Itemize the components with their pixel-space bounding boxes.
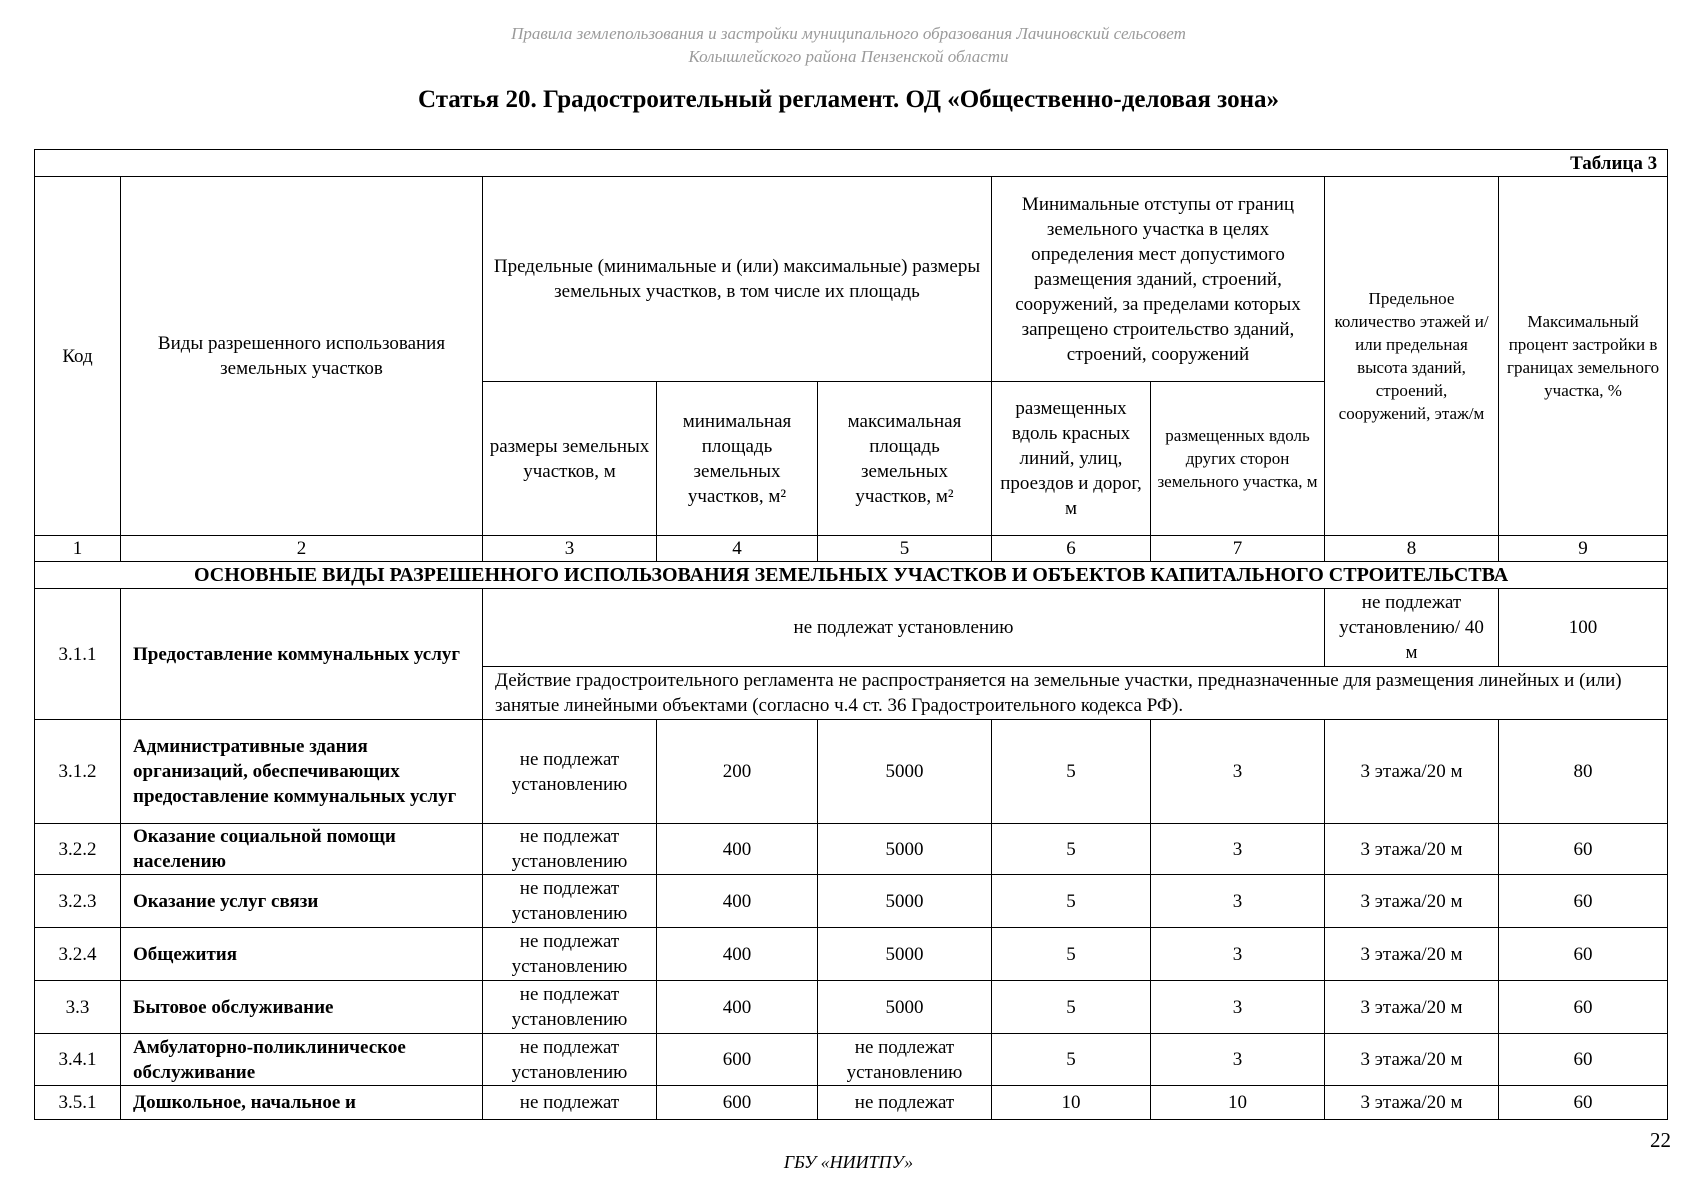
column-number: 1 <box>35 536 121 562</box>
row-min-area: 200 <box>657 720 818 824</box>
row-percent: 60 <box>1499 1034 1668 1086</box>
table-row <box>35 928 1668 981</box>
row-note: Действие градостроительного регламента не распространяется на земельные участки, предназначенные для размещения линейных и (или) занятые линейными объектами (согласно ч.4 ст. 36 Градостроительного кодекса РФ). <box>483 667 1668 720</box>
row-plot-dims: не подлежат установлению <box>483 720 657 824</box>
row-code: 3.3 <box>35 981 121 1034</box>
row-max-area: 5000 <box>818 720 992 824</box>
row-floors: 3 этажа/20 м <box>1325 824 1499 875</box>
row-percent: 60 <box>1499 824 1668 875</box>
row-max-area: 5000 <box>818 981 992 1034</box>
row-min-area: 600 <box>657 1034 818 1086</box>
row-max-area: 5000 <box>818 928 992 981</box>
row-floors: не подлежат установлению/ 40 м <box>1325 589 1499 667</box>
header-max-area: максимальная площадь земельных участков, м² <box>818 382 992 536</box>
row-plot-dims: не подлежат установлению <box>483 875 657 928</box>
column-number: 5 <box>818 536 992 562</box>
row-setback-other: 3 <box>1151 1034 1325 1086</box>
row-min-area: 600 <box>657 1086 818 1120</box>
table-row <box>35 981 1668 1034</box>
row-setback-other: 3 <box>1151 928 1325 981</box>
row-min-area: 400 <box>657 824 818 875</box>
row-code: 3.2.3 <box>35 875 121 928</box>
row-setback-red: 5 <box>992 981 1151 1034</box>
row-floors: 3 этажа/20 м <box>1325 875 1499 928</box>
table-label: Таблица 3 <box>35 150 1668 177</box>
section-heading: ОСНОВНЫЕ ВИДЫ РАЗРЕШЕННОГО ИСПОЛЬЗОВАНИЯ ЗЕМЕЛЬНЫХ УЧАСТКОВ И ОБЪЕКТОВ КАПИТАЛЬНОГО СТРОИТЕЛЬСТВА <box>35 562 1668 589</box>
row-code: 3.4.1 <box>35 1034 121 1086</box>
row-code: 3.1.1 <box>35 589 121 720</box>
row-use-name: Административные здания организаций, обеспечивающих предоставление коммунальных услуг <box>121 720 483 824</box>
running-header-line2: Колышлейского района Пензенской области <box>688 47 1009 66</box>
row-plot-dims: не подлежат <box>483 1086 657 1120</box>
row-floors: 3 этажа/20 м <box>1325 720 1499 824</box>
row-use-name: Бытовое обслуживание <box>121 981 483 1034</box>
row-max-area: не подлежат установлению <box>818 1034 992 1086</box>
column-number-row <box>35 536 1668 562</box>
page-number: 22 <box>1650 1128 1671 1152</box>
row-percent: 80 <box>1499 720 1668 824</box>
table-row <box>35 824 1668 875</box>
row-setback-other: 10 <box>1151 1086 1325 1120</box>
header-floors: Предельное количество этажей и/или предельная высота зданий, строений, сооружений, этаж/м <box>1325 177 1499 536</box>
row-percent: 60 <box>1499 928 1668 981</box>
row-setback-other: 3 <box>1151 824 1325 875</box>
row-code: 3.2.4 <box>35 928 121 981</box>
column-number: 8 <box>1325 536 1499 562</box>
header-use-types: Виды разрешенного использования земельных участков <box>121 177 483 536</box>
row-floors: 3 этажа/20 м <box>1325 981 1499 1034</box>
column-number: 9 <box>1499 536 1668 562</box>
column-number: 7 <box>1151 536 1325 562</box>
row-setback-other: 3 <box>1151 875 1325 928</box>
row-use-name: Дошкольное, начальное и <box>121 1086 483 1120</box>
row-max-area: 5000 <box>818 824 992 875</box>
row-use-name: Оказание услуг связи <box>121 875 483 928</box>
header-setback-other: размещенных вдоль других сторон земельного участка, м <box>1151 382 1325 536</box>
column-number: 6 <box>992 536 1151 562</box>
row-code: 3.1.2 <box>35 720 121 824</box>
header-plot-sizes: Предельные (минимальные и (или) максимальные) размеры земельных участков, в том числе их площадь <box>483 177 992 382</box>
row-percent: 60 <box>1499 981 1668 1034</box>
row-percent: 60 <box>1499 1086 1668 1120</box>
row-plot-dims: не подлежат установлению <box>483 824 657 875</box>
row-max-area: 5000 <box>818 875 992 928</box>
row-floors: 3 этажа/20 м <box>1325 928 1499 981</box>
row-max-area: не подлежат <box>818 1086 992 1120</box>
column-number: 3 <box>483 536 657 562</box>
row-floors: 3 этажа/20 м <box>1325 1086 1499 1120</box>
row-merged-value: не подлежат установлению <box>483 589 1325 667</box>
table-row <box>35 1034 1668 1086</box>
row-setback-other: 3 <box>1151 981 1325 1034</box>
row-min-area: 400 <box>657 981 818 1034</box>
table-row <box>35 589 1668 667</box>
row-min-area: 400 <box>657 875 818 928</box>
row-setback-red: 5 <box>992 928 1151 981</box>
header-setback-red: размещенных вдоль красных линий, улиц, проездов и дорог, м <box>992 382 1151 536</box>
row-plot-dims: не подлежат установлению <box>483 1034 657 1086</box>
row-code: 3.2.2 <box>35 824 121 875</box>
table-row <box>35 720 1668 824</box>
row-plot-dims: не подлежат установлению <box>483 981 657 1034</box>
header-setbacks: Минимальные отступы от границ земельного участка в целях определения мест допустимого размещения зданий, строений, сооружений, за пределами которых запрещено строительство зданий, строений, сооружений <box>992 177 1325 382</box>
header-code: Код <box>35 177 121 536</box>
regulation-table <box>34 149 1668 1120</box>
row-min-area: 400 <box>657 928 818 981</box>
footer-organization: ГБУ «НИИТПУ» <box>783 1152 914 1172</box>
header-min-area: минимальная площадь земельных участков, м² <box>657 382 818 536</box>
row-setback-other: 3 <box>1151 720 1325 824</box>
row-setback-red: 5 <box>992 875 1151 928</box>
column-number: 4 <box>657 536 818 562</box>
row-use-name: Оказание социальной помощи населению <box>121 824 483 875</box>
running-header-line1: Правила землепользования и застройки муниципального образования Лачиновский сельсовет <box>511 24 1186 43</box>
row-setback-red: 5 <box>992 1034 1151 1086</box>
table-row <box>35 1086 1668 1120</box>
row-use-name: Общежития <box>121 928 483 981</box>
table-row <box>35 875 1668 928</box>
column-number: 2 <box>121 536 483 562</box>
row-use-name: Предоставление коммунальных услуг <box>121 589 483 720</box>
row-plot-dims: не подлежат установлению <box>483 928 657 981</box>
row-percent: 100 <box>1499 589 1668 667</box>
row-setback-red: 10 <box>992 1086 1151 1120</box>
row-code: 3.5.1 <box>35 1086 121 1120</box>
article-title: Статья 20. Градостроительный регламент. ОД «Общественно-деловая зона» <box>418 86 1279 113</box>
row-floors: 3 этажа/20 м <box>1325 1034 1499 1086</box>
row-setback-red: 5 <box>992 824 1151 875</box>
header-plot-dims: размеры земельных участков, м <box>483 382 657 536</box>
header-max-percent: Максимальный процент застройки в границах земельного участка, % <box>1499 177 1668 536</box>
row-setback-red: 5 <box>992 720 1151 824</box>
row-use-name: Амбулаторно-поликлиническое обслуживание <box>121 1034 483 1086</box>
row-percent: 60 <box>1499 875 1668 928</box>
